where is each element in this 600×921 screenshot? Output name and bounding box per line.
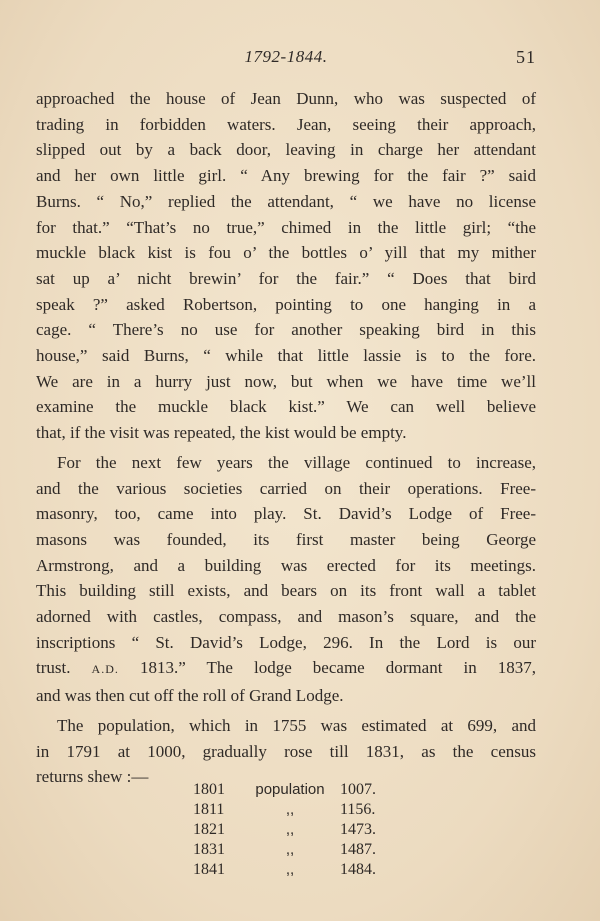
table-label: population: [255, 781, 325, 798]
table-row: [193, 860, 400, 880]
table-year: 1821: [193, 821, 225, 838]
text-line: This building still exists, and bears on its front wall a tablet: [36, 581, 536, 601]
text-line: speak ?” asked Robertson, pointing to one hanging in a: [36, 294, 536, 314]
text-line: masonry, too, came into play. St. David’s Lodge of Free-: [36, 504, 536, 524]
text-line: muckle black kist is fou o’ the bottles o’ yill that my mither: [36, 243, 536, 263]
text-line-anno-domini: [36, 655, 536, 683]
text-line: for that.” “That’s no true,” chimed in the little girl; “the: [36, 217, 536, 237]
text-line: trading in forbidden waters. Jean, seeing their approach,: [36, 114, 536, 134]
table-year: 1841: [193, 861, 225, 878]
table-value: 1007.: [340, 781, 376, 798]
anno-domini-abbrev: A.D.: [91, 662, 119, 677]
text-fragment: 1813.” The lodge became dormant in 1837,: [139, 658, 537, 678]
text-line: masons was founded, its first master being George: [36, 529, 536, 549]
table-year: 1801: [193, 781, 225, 798]
paragraph-3: [36, 713, 536, 790]
table-row: [193, 820, 400, 840]
text-line: Burns. “ No,” replied the attendant, “ we have no license: [36, 191, 536, 211]
text-line: approached the house of Jean Dunn, who was suspected of: [36, 89, 536, 108]
text-line: and the various societies carried on their operations. Free-: [36, 478, 536, 498]
text-line: cage. “ There’s no use for another speaking bird in this: [36, 320, 536, 340]
page-header: [36, 47, 536, 71]
table-year: 1811: [193, 801, 225, 818]
text-line: The population, which in 1755 was estimated at 699, and: [57, 715, 536, 735]
table-ditto-mark: ,,: [285, 861, 295, 878]
paragraph-2: [36, 450, 536, 709]
text-line: in 1791 at 1000, gradually rose till 1831, as the census: [36, 741, 536, 761]
text-line: house,” said Burns, “ while that little lassie is to the fore.: [36, 346, 536, 366]
table-ditto-mark: ,,: [285, 841, 295, 858]
text-line: sat up a’ nicht brewin’ for the fair.” “ Does that bird: [36, 268, 536, 288]
table-ditto-mark: ,,: [285, 821, 295, 838]
page-number: 51: [516, 47, 536, 67]
paragraph-1: [36, 86, 536, 446]
text-line: and her own little girl. “ Any brewing for the fair ?” said: [36, 166, 536, 186]
text-line: Armstrong, and a building was erected for its meetings.: [36, 555, 536, 575]
text-line: slipped out by a back door, leaving in charge her attendant: [36, 140, 536, 160]
text-line: returns shew :—: [36, 767, 149, 787]
table-row: [193, 800, 400, 820]
text-line: inscriptions “ St. David’s Lodge, 296. In the Lord is our: [36, 632, 536, 652]
text-line: that, if the visit was repeated, the kist would be empty.: [36, 423, 407, 443]
text-line: We are in a hurry just now, but when we have time we’ll: [36, 371, 536, 391]
table-ditto-mark: ,,: [285, 801, 295, 818]
table-row: [193, 780, 400, 800]
table-value: 1484.: [340, 861, 376, 878]
text-line: examine the muckle black kist.” We can well believe: [36, 397, 536, 417]
table-value: 1156.: [340, 801, 376, 818]
table-row: [193, 840, 400, 860]
table-year: 1831: [193, 841, 225, 858]
text-line: adorned with castles, compass, and mason’s square, and the: [36, 607, 536, 627]
page-body: [36, 86, 536, 790]
table-value: 1473.: [340, 821, 376, 838]
text-fragment: trust.: [36, 658, 71, 678]
text-line: and was then cut off the roll of Grand Lodge.: [36, 686, 344, 706]
population-table: [193, 780, 400, 880]
text-line: For the next few years the village continued to increase,: [57, 452, 536, 472]
table-value: 1487.: [340, 841, 376, 858]
running-head: 1792-1844.: [244, 47, 328, 66]
